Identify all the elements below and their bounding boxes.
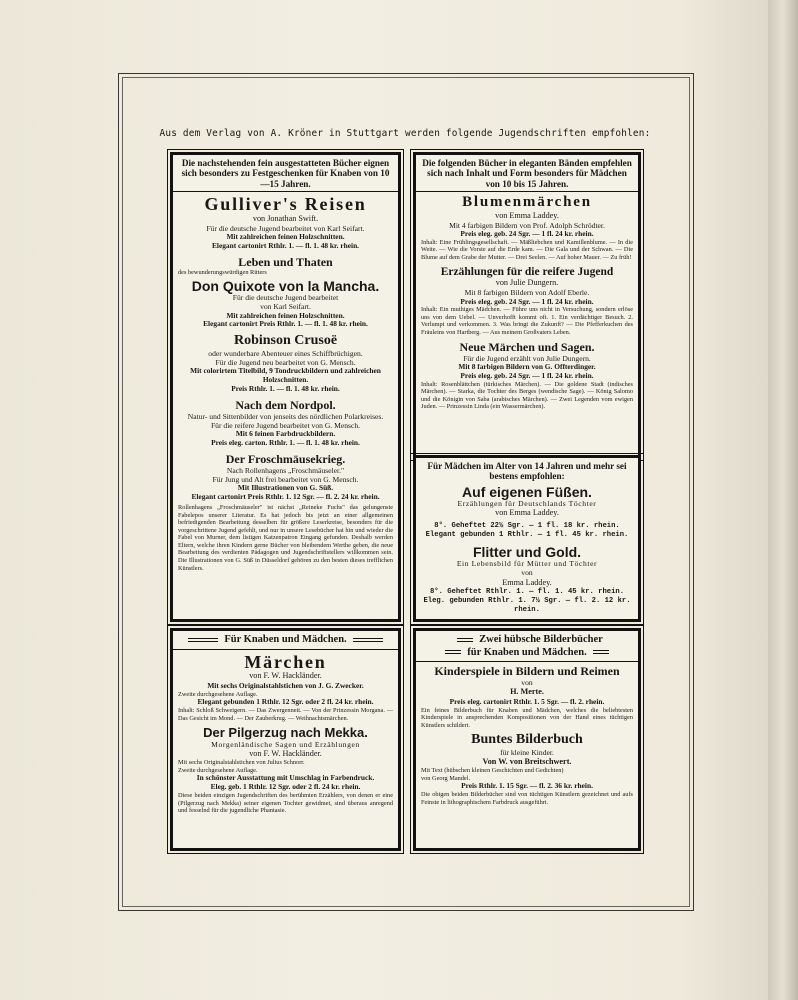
- book-title-flitter-und-gold: Flitter und Gold.: [472, 543, 582, 560]
- publisher-header: Aus dem Verlag von A. Kröner in Stuttgart werden folgende Jugendschriften empfohlen:: [159, 128, 651, 139]
- book-line: Ein Lebensbild für Mütter und Töchter: [456, 559, 598, 569]
- book-note: Die obigen beiden Bilderbücher sind von tüchtigen Künstlern gezeichnet und aufs Feinste in lithographischem Farbdruck ausgeführt.: [421, 791, 633, 806]
- book-line: Mit 8 farbigen Bildern von G. Offterdinger.: [458, 361, 596, 371]
- book-price: Preis Rthlr. 1. — fl. 1. 48 kr. rhein.: [231, 383, 340, 393]
- ornament-rule: [188, 638, 218, 642]
- book-pretitle: Leben und Thaten: [238, 254, 333, 269]
- book-line: Für die deutsche Jugend bearbeitet: [232, 293, 339, 303]
- ad-box-boys: [170, 152, 401, 622]
- ad-box-girls-14: [413, 456, 641, 622]
- book-line: Für die Jugend erzählt von Julie Dungern.: [463, 353, 591, 363]
- book-price: Elegant cartonirt Preis Rthlr. 1. 12 Sgr. — fl. 2. 24 kr. rhein.: [191, 492, 380, 502]
- book-author: Emma Laddey.: [502, 577, 552, 587]
- book-price: Eleg. geb. 1 Rthlr. 12 Sgr. oder 2 fl. 24 kr. rhein.: [210, 782, 361, 792]
- book-note: Diese beiden einzigen Jugendschriften des berühmten Erzählers, von denen er eine (Pilgerzug nach Mekka) seiner eigenen Tochter gewidmet, sind überaus anregend und fesselnd für die jugendliche Phantasie.: [178, 791, 393, 815]
- box-heading: Zwei hübsche Bilderbücher: [421, 634, 633, 647]
- book-price: Preis eleg. carton. Rthlr. 1. — fl. 1. 48 kr. rhein.: [211, 438, 360, 448]
- book-line: Für Jung und Alt frei bearbeitet von G. Mensch.: [212, 475, 359, 485]
- book-title-kinderspiele: Kinderspiele in Bildern und Reimen: [434, 664, 620, 679]
- book-price: Elegant cartonirt Preis Rthlr. 1. — fl. 1. 48 kr. rhein.: [203, 319, 368, 329]
- book-title-auf-eigenen-fuessen: Auf eigenen Füßen.: [462, 483, 592, 500]
- book-pretitle-2: des bewunderungswürdigen Ritters: [178, 269, 267, 277]
- book-note: Ein feines Bilderbuch für Knaben und Mädchen, welches die beliebtesten Kinderspiele in ansprechenden Kompositionen von der Hand eines tüchtigen Künstlers schildert.: [421, 706, 633, 729]
- book-line: Natur- und Sittenbilder von jenseits des nördlichen Polarkreises.: [187, 412, 384, 421]
- box-intro: Die folgenden Bücher in eleganten Bänden empfehlen sich nach Inhalt und Form besonders für Mädchen von 10 bis 15 Jahren.: [422, 158, 632, 189]
- divider: [416, 191, 638, 192]
- book-author: Von W. von Breitschwert.: [482, 757, 572, 767]
- book-title-buntes-bilderbuch: Buntes Bilderbuch: [471, 732, 583, 748]
- book-price: Preis eleg. cartonirt Rthlr. 1. 5 Sgr. — fl. 2. rhein.: [449, 696, 605, 706]
- book-line: Zweite durchgesehene Auflage.: [178, 766, 258, 774]
- book-price: Preis eleg. geb. 24 Sgr. — 1 fl. 24 kr. rhein.: [460, 370, 594, 380]
- book-contents: Inhalt: Ein muthiges Mädchen. — Führe uns nicht in Versuchung, sondern erlöse uns von dem Uebel. — Unverhofft kommt oft. 1. Ein verdächtiger Besuch. 2. Verlumpt und verkommen. 3. Was bringt die Zukunft? — Die Pfefferkuchen des Fräuleins von Hartberg. — Aus meinem Großvaters Leben.: [421, 306, 633, 337]
- book-note: Rollenhagens „Froschmäuseler" ist nächst „Reineke Fuchs" das gelungenste Fabelepos unserer Literatur. Es hat jedoch bis jetzt an einer allgemeinen befriedigenden Bearbeitung desselben für größere Leserkreise, besonders für die vorgeschrittene Jugend gefehlt, und nur in unsere Lesebücher hat hin und wieder die Fabel von Murner, dem listigen Katzenpatron Eingang gefunden. Deshalb werden Eltern, welche ihren Kindern gerne Bücher von bleibendem Werthe geben, die neue Bearbeitung des verdienten Pädagogen und Jugendschriftstellers willkommen sein. Die Illustrationen von G. Süß in Düsseldorf gehören zu den besten dieses trefflichen Künstlers.: [178, 504, 393, 572]
- book-line: Mit 4 farbigen Bildern von Prof. Adolph Schrödter.: [449, 220, 605, 230]
- ornament-rule: [457, 638, 473, 642]
- book-line: Mit 6 feinen Farbdruckbildern.: [235, 429, 336, 439]
- book-line: Mit zahlreichen feinen Holzschnitten.: [226, 310, 345, 320]
- book-price: Elegant cartonirt Rthlr. 1. — fl. 1. 48 kr. rhein.: [211, 241, 360, 251]
- book-price: Elegant gebunden 1 Rthlr. 12 Sgr. oder 2 fl. 24 kr. rhein.: [197, 697, 374, 707]
- book-title-maerchen: Märchen: [244, 651, 327, 672]
- book-author: von Julie Dungern.: [495, 278, 559, 288]
- book-title-nordpol: Nach dem Nordpol.: [235, 397, 336, 412]
- book-line: für kleine Kinder.: [500, 747, 554, 757]
- book-line: Mit Illustrationen von G. Süß.: [237, 483, 334, 493]
- box-intro: Für Mädchen im Alter von 14 Jahren und mehr sei bestens empfohlen:: [427, 461, 627, 482]
- book-subtitle: oder wunderbare Abenteuer eines Schiffbrüchigen.: [208, 348, 363, 358]
- ornament-rule: [445, 650, 461, 654]
- book-line: Morgenländische Sagen und Erzählungen: [211, 739, 360, 749]
- book-line: Mit zahlreichen feinen Holzschnitten.: [226, 232, 345, 242]
- book-author: H. Merte.: [510, 687, 544, 697]
- book-title-pilgerzug: Der Pilgerzug nach Mekka.: [203, 725, 368, 741]
- ad-box-boys-and-girls: [170, 628, 401, 851]
- divider: [173, 649, 398, 650]
- book-author: von F. W. Hackländer.: [249, 671, 322, 681]
- book-title-froschmaeusekrieg: Der Froschmäusekrieg.: [225, 451, 346, 466]
- book-line: Mit sechs Originalstahlstichen von Julius Schnorr.: [178, 759, 305, 767]
- book-price: Preis Rthlr. 1. 15 Sgr. — fl. 2. 36 kr. rhein.: [461, 781, 593, 791]
- book-line: von Georg Mandel.: [421, 774, 471, 782]
- book-line: Mit 8 farbigen Bildern von Adolf Eberle.: [464, 288, 590, 298]
- book-line: Nach Rollenhagens „Froschmäuseler.": [226, 466, 345, 476]
- book-line: In schönster Ausstattung mit Umschlag in Farbendruck.: [196, 773, 375, 783]
- book-title-quixote: Don Quixote von la Mancha.: [191, 277, 380, 294]
- book-line: Mit Text (hübschen kleinen Geschichten und Gedichten): [421, 767, 564, 775]
- ornament-rule: [593, 650, 609, 654]
- book-line: Mit colorirtem Titelbild, 9 Tondruckbildern und zahlreichen Holzschnitten.: [190, 366, 381, 385]
- book-price: 8°. Geheftet 22½ Sgr. — 1 fl. 18 kr. rhein.: [434, 521, 620, 530]
- book-contents: Inhalt: Schloß Schweigern. — Das Zwergenneit. — Von der Prinzessin Morgana. — Das Gesicht im Mond. — Der Zauberkrug. — Weihnachtsmärchen.: [178, 707, 393, 722]
- book-price: Preis eleg. geb. 24 Sgr. — 1 fl. 24 kr. rhein.: [460, 229, 594, 238]
- book-line: Für die Jugend neu bearbeitet von G. Mensch.: [215, 358, 356, 368]
- book-line: Mit sechs Originalstahlstichen von J. G. Zwecker.: [207, 680, 364, 690]
- book-contents: Inhalt: Rosenblättchen (türkisches Märchen). — Die goldene Stadt (indisches Märchen). — Starka, die Tochter des Berges (wendische Sage). — König Salomo und die Königin von Saba (arabisches Märchen). — Zwei Legenden vom ewigen Juden. — Prinzessin Linda (ein Wassermärchen).: [421, 380, 633, 411]
- book-author: von Jonathan Swift.: [252, 213, 319, 223]
- book-title-crusoe: Robinson Crusoë: [233, 333, 338, 349]
- book-line: Zweite durchgesehene Auflage.: [178, 690, 258, 698]
- ad-box-girls: [413, 152, 641, 458]
- book-line: Für die deutsche Jugend bearbeitet von Karl Seifart.: [206, 224, 365, 234]
- book-title-erzaehlungen: Erzählungen für die reifere Jugend: [440, 265, 614, 278]
- book-title-blumenmaerchen: Blumenmärchen: [462, 193, 592, 210]
- divider: [416, 661, 638, 662]
- book-title-gulliver: Gulliver's Reisen: [204, 193, 367, 214]
- book-spine-edge: [768, 0, 798, 1000]
- book-author: von Emma Laddey.: [495, 210, 559, 220]
- ornament-rule: [353, 638, 383, 642]
- book-author: von Emma Laddey.: [495, 508, 559, 518]
- book-contents: Inhalt: Eine Frühlingsgesellschaft. — Mäßliebchen und Kamillenblume. — In die Weite. — Wie die Vorste auf die Erde kam. — Die Gala und der Schwan. — Die Blume auf dem Grabe der Mutter. — Drei Seelen. — Auf hoher Mauer. — Zu früh!: [421, 238, 633, 261]
- ad-box-picture-books: [413, 628, 641, 851]
- book-title-neue-maerchen: Neue Märchen und Sagen.: [459, 339, 595, 354]
- book-line: Erzählungen für Deutschlands Töchter: [457, 499, 597, 509]
- book-price: 8°. Geheftet Rthlr. 1. — fl. 1. 45 kr. rhein.: [429, 587, 625, 596]
- book-line: Für die reifere Jugend bearbeitet von G. Mensch.: [210, 421, 361, 431]
- book-price: Elegant gebunden 1 Rthlr. — 1 fl. 45 kr. rhein.: [425, 530, 629, 539]
- book-line: von: [521, 678, 533, 688]
- book-price: Eleg. gebunden Rthlr. 1. 7½ Sgr. — fl. 2. 12 kr. rhein.: [423, 596, 631, 614]
- book-author: von F. W. Hackländer.: [249, 748, 322, 758]
- book-price: Preis eleg. geb. 24 Sgr. — 1 fl. 24 kr. rhein.: [460, 296, 594, 306]
- book-line: von Karl Seifart.: [260, 302, 311, 312]
- box-intro: Die nachstehenden fein ausgestatteten Bücher eignen sich besonders zu Festgeschenken für Knaben von 10—15 Jahren.: [181, 158, 390, 189]
- box-heading: Für Knaben und Mädchen.: [178, 634, 393, 647]
- box-heading-2: für Knaben und Mädchen.: [421, 647, 633, 660]
- divider: [173, 191, 398, 192]
- book-line: von: [521, 568, 533, 578]
